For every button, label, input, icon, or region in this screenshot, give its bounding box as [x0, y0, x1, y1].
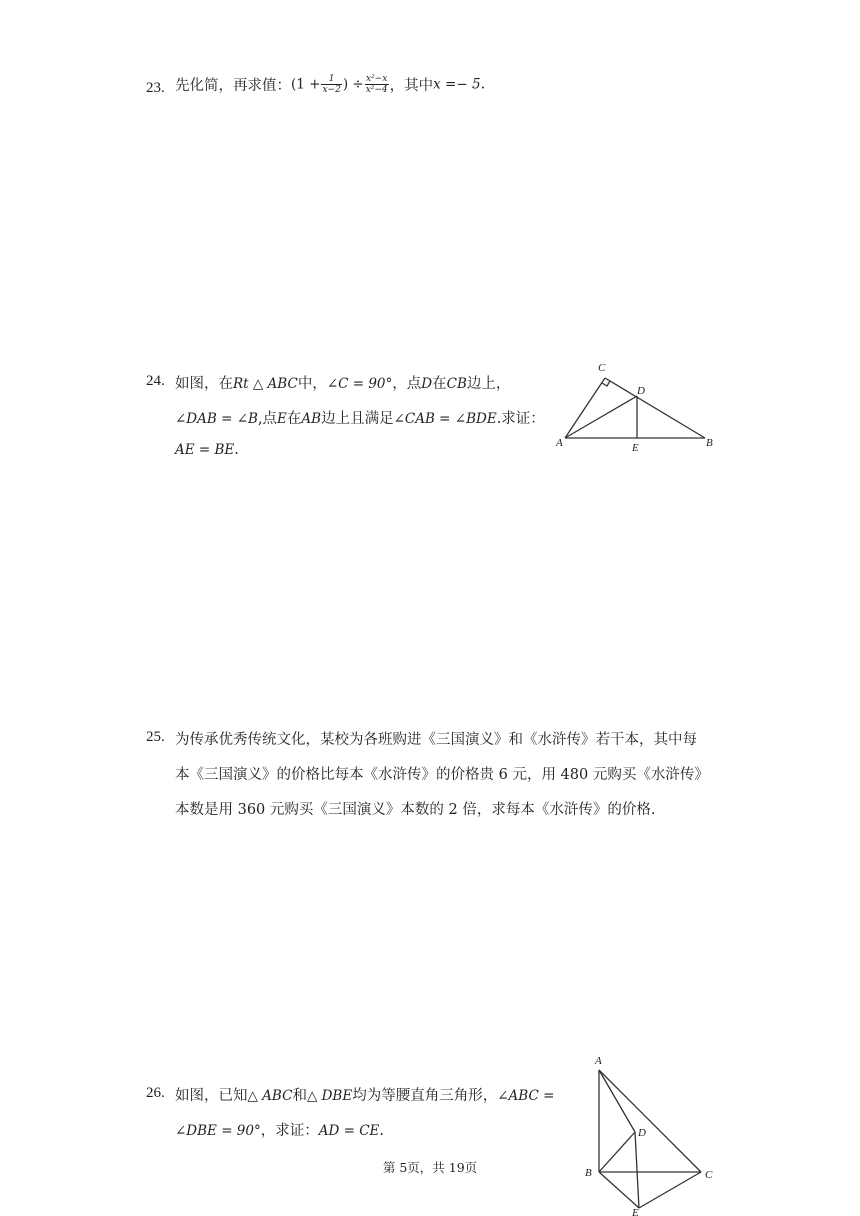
q24-label-a: A: [556, 437, 563, 449]
q26-l2-end: .: [379, 1123, 384, 1139]
q24-l1-math-cb: CB: [446, 376, 467, 392]
page-footer: 第 5页，共 19页: [382, 1160, 478, 1175]
q24-label-d: D: [637, 385, 645, 397]
q24-l1-text-c: ，点: [392, 376, 422, 392]
q26-l1-text-c: 均为等腰直角三角形，: [352, 1088, 498, 1104]
q25-line-1: 为传承优秀传统文化，某校为各班购进《三国演义》和《水浒传》若干本，其中每: [175, 732, 697, 748]
q23-frac1-numerator: 1: [321, 74, 341, 85]
q23-prompt: 先化简，再求值：: [175, 78, 291, 94]
q23-expr-mid: ) ÷: [342, 76, 364, 93]
q24-segment-cb: [605, 378, 705, 438]
q26-l1-math-angle-abc: ∠ABC =: [497, 1088, 555, 1104]
q26-l1-text-a: 如图，已知: [175, 1088, 248, 1104]
q23-frac2-numerator: x²−x: [366, 74, 388, 84]
q24-l3-end: .: [234, 442, 239, 458]
q24-l2-text-d: .求证：: [496, 411, 545, 427]
q23-end: .: [480, 76, 486, 93]
q26-segment-ac: [599, 1070, 701, 1172]
q23-frac1-denominator: x−2: [322, 85, 341, 95]
q24-l2-math-cab-bde: ∠CAB = ∠BDE: [393, 411, 497, 427]
q26-number: 26.: [146, 1085, 165, 1101]
q24-label-b: B: [706, 437, 713, 449]
q26-label-a: A: [595, 1055, 602, 1067]
q24-l1-text-a: 如图，在: [175, 376, 233, 392]
q24-line-2: [175, 407, 545, 428]
q25-line-2: 本《三国演义》的价格比每本《水浒传》的价格贵 6 元，用 480 元购买《水浒传》: [175, 767, 709, 783]
q24-l2-text-c: 边上且满足: [321, 411, 394, 427]
q24-label-e: E: [632, 442, 639, 454]
q24-figure: [550, 356, 720, 456]
q24-l2-text-b: 在: [286, 411, 302, 427]
q26-segment-be: [599, 1172, 639, 1208]
q26-label-d: D: [638, 1127, 646, 1139]
q24-segment-ad: [565, 396, 637, 438]
q24-line-1: [175, 372, 510, 393]
q23-fraction-1: [321, 74, 341, 95]
q23-frac2-denominator: x²−4: [365, 85, 388, 95]
q24-l2-text-a: ,点: [257, 411, 278, 427]
q24-number: 24.: [146, 373, 165, 389]
q24-l1-text-d: 在: [432, 376, 447, 392]
q24-l1-text-e: 边上，: [466, 376, 511, 392]
q26-segment-ce: [639, 1172, 701, 1208]
q25-number: 25.: [146, 729, 165, 745]
q23-condition: x =− 5: [433, 76, 481, 93]
q24-segment-ac: [565, 378, 605, 438]
q25-line-3: 本数是用 360 元购买《三国演义》本数的 2 倍，求每本《水浒传》的价格.: [175, 802, 656, 818]
q26-label-c: C: [705, 1169, 713, 1181]
q26-figure: [575, 1050, 725, 1216]
q24-l1-math-triangle: Rt △ ABC: [233, 376, 298, 392]
q26-label-b: B: [585, 1167, 592, 1179]
q23-where-text: ，其中: [389, 78, 434, 94]
q26-l2-math-ad-ce: AD = CE: [318, 1123, 380, 1139]
q26-line-1: [175, 1084, 554, 1105]
q23-number: 23.: [146, 80, 165, 96]
q26-line-2: [175, 1119, 384, 1140]
q24-l2-math-angles: ∠DAB = ∠B: [175, 411, 258, 427]
q23-text: [175, 74, 485, 95]
q23-fraction-2: [365, 74, 389, 95]
q26-l1-text-b: 和: [292, 1088, 307, 1104]
q26-l1-math-dbe: △ DBE: [306, 1088, 353, 1104]
q26-l1-math-abc: △ ABC: [247, 1088, 293, 1104]
q24-l1-math-angle: ∠C = 90°: [326, 376, 393, 392]
q24-line-3: [175, 442, 239, 458]
q24-label-c: C: [598, 362, 606, 374]
q26-label-e: E: [632, 1207, 639, 1216]
q24-l2-math-e: E: [277, 411, 287, 427]
q26-l2-text-a: ，求证：: [260, 1123, 319, 1139]
q24-l1-math-d: D: [421, 376, 433, 392]
q24-l1-text-b: 中，: [297, 376, 327, 392]
q23-expr-open: (1 +: [291, 76, 321, 93]
q24-l3-math-ae-be: AE = BE: [175, 442, 235, 458]
q26-l2-math-angle-dbe: ∠DBE = 90°: [175, 1123, 261, 1139]
q24-l2-math-ab: AB: [301, 411, 322, 427]
